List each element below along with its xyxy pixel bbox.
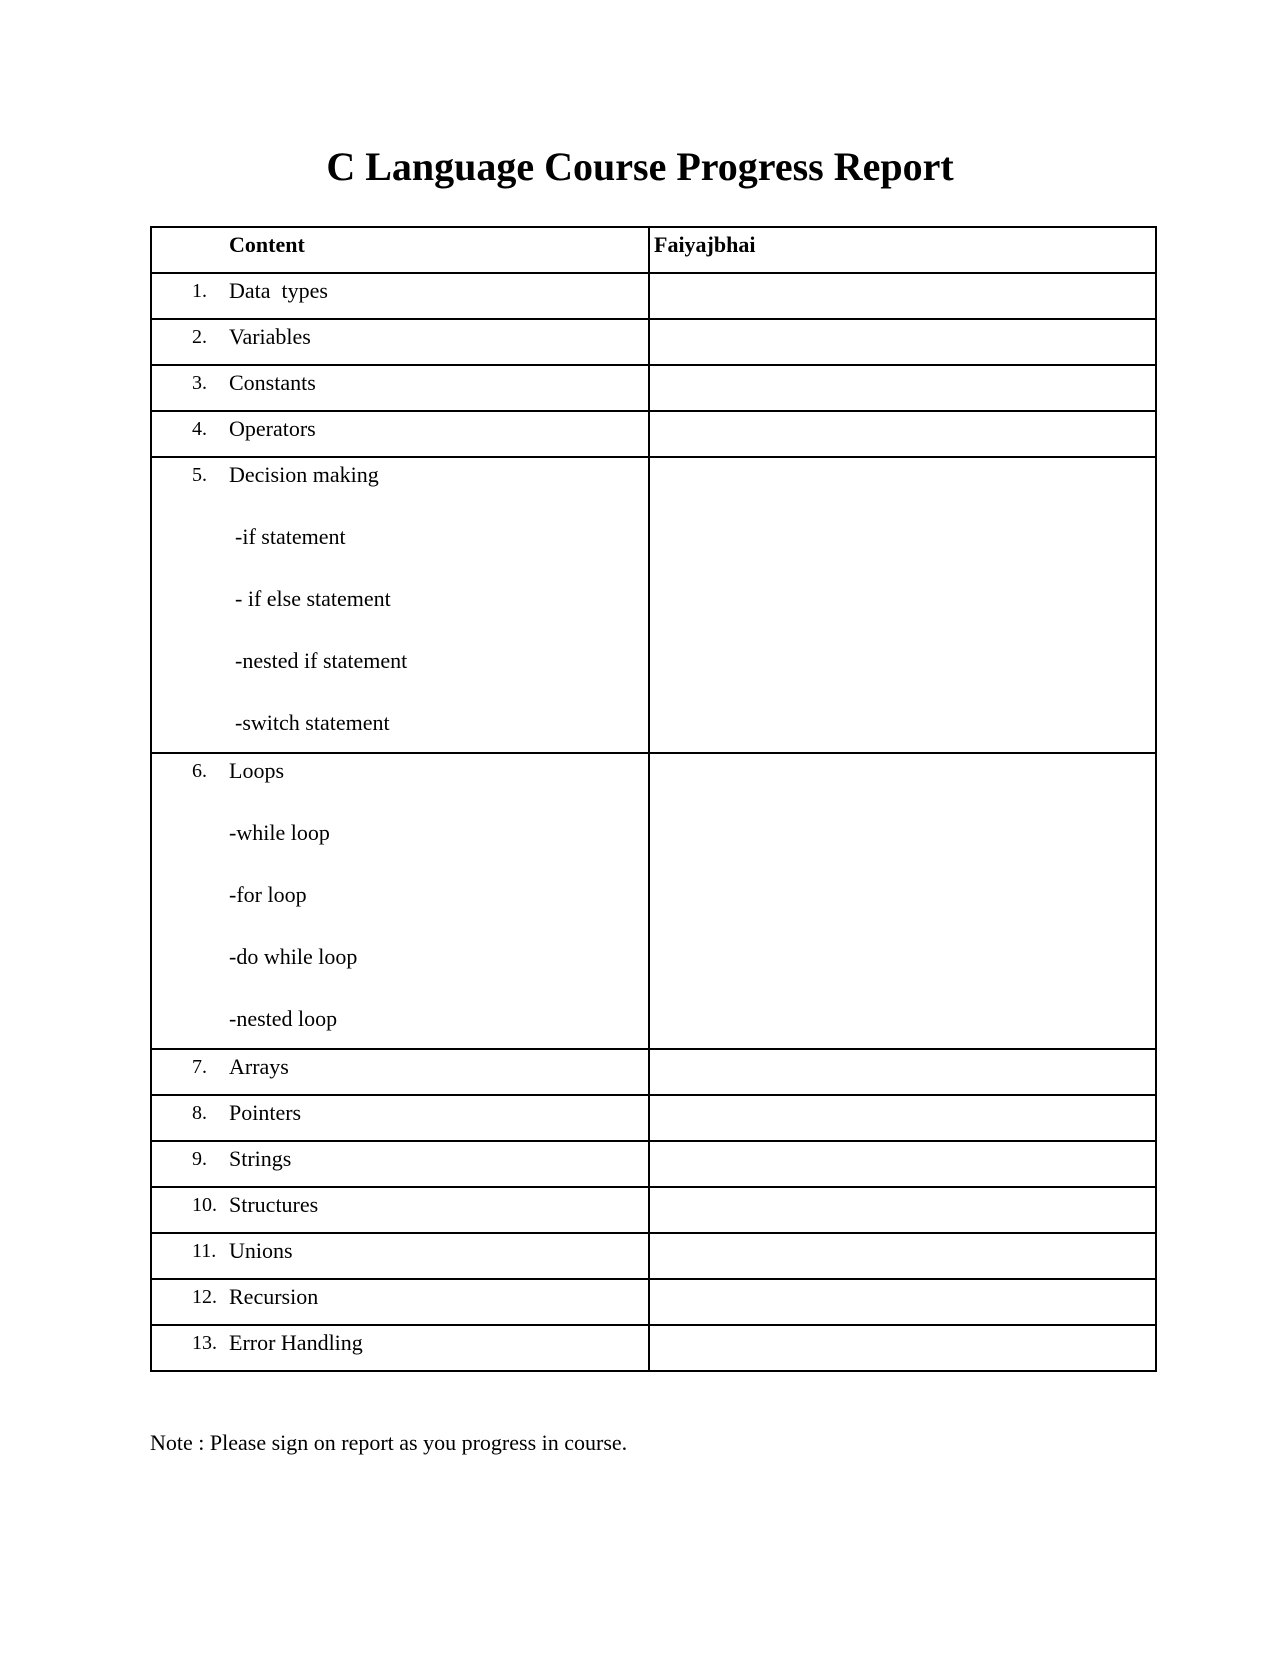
- item-label: Structures: [229, 1192, 319, 1217]
- table-row: [151, 319, 1156, 365]
- item-number: 7.: [192, 1056, 207, 1078]
- item-number: 9.: [192, 1148, 207, 1170]
- signature-cell[interactable]: [649, 1049, 1156, 1095]
- signature-cell[interactable]: [649, 273, 1156, 319]
- content-cell: [151, 1049, 649, 1095]
- item-label: Operators: [229, 416, 316, 441]
- item-label: Constants: [229, 370, 316, 395]
- item-number: 8.: [192, 1102, 207, 1124]
- table-row: [151, 411, 1156, 457]
- item-number: 10.: [192, 1194, 217, 1216]
- content-cell: [151, 1095, 649, 1141]
- table-row: [151, 1233, 1156, 1279]
- page-title: C Language Course Progress Report: [326, 144, 954, 189]
- item-label: Unions: [229, 1238, 293, 1263]
- item-number: 1.: [192, 280, 207, 302]
- sub-item: -do while loop: [229, 944, 358, 969]
- content-cell: [151, 319, 649, 365]
- signature-cell[interactable]: [649, 457, 1156, 753]
- signature-cell[interactable]: [649, 1279, 1156, 1325]
- item-number: 5.: [192, 464, 207, 486]
- signature-cell[interactable]: [649, 1233, 1156, 1279]
- item-label: Strings: [229, 1146, 292, 1171]
- signature-cell[interactable]: [649, 1325, 1156, 1371]
- signature-cell[interactable]: [649, 1141, 1156, 1187]
- content-cell: [151, 1279, 649, 1325]
- content-cell: [151, 753, 649, 1049]
- header-student: Faiyajbhai: [649, 227, 1156, 273]
- table-row: [151, 273, 1156, 319]
- item-number: 11.: [192, 1240, 217, 1262]
- item-label: Arrays: [229, 1054, 289, 1079]
- signature-cell[interactable]: [649, 1187, 1156, 1233]
- sub-item: -while loop: [229, 820, 330, 845]
- item-label: Recursion: [229, 1284, 319, 1309]
- table-row: [151, 1049, 1156, 1095]
- table-row: [151, 1141, 1156, 1187]
- item-number: 3.: [192, 372, 207, 394]
- table-header-row: [151, 227, 1156, 273]
- item-label: Decision making: [229, 462, 379, 487]
- table-row: [151, 1095, 1156, 1141]
- content-cell: [151, 1233, 649, 1279]
- item-label: Pointers: [229, 1100, 302, 1125]
- table-row: [151, 1279, 1156, 1325]
- sub-item: -nested loop: [229, 1006, 338, 1031]
- item-label: Data types: [229, 278, 328, 303]
- table-row: [151, 457, 1156, 753]
- sub-item: -nested if statement: [235, 648, 408, 673]
- item-label: Error Handling: [229, 1330, 363, 1355]
- content-cell: [151, 365, 649, 411]
- content-cell: [151, 1141, 649, 1187]
- table-row: [151, 1325, 1156, 1371]
- item-number: 12.: [192, 1286, 217, 1308]
- sub-item: -switch statement: [235, 710, 390, 735]
- content-cell: [151, 273, 649, 319]
- item-label: Variables: [229, 324, 311, 349]
- content-cell: [151, 457, 649, 753]
- signature-cell[interactable]: [649, 365, 1156, 411]
- content-cell: [151, 1187, 649, 1233]
- progress-table: [150, 226, 1157, 1372]
- signature-cell[interactable]: [649, 319, 1156, 365]
- table-row: [151, 365, 1156, 411]
- item-number: 4.: [192, 418, 207, 440]
- signature-cell[interactable]: [649, 1095, 1156, 1141]
- sub-item: -for loop: [229, 882, 307, 907]
- header-content: Content: [151, 227, 649, 273]
- table-row: [151, 753, 1156, 1049]
- item-label: Loops: [229, 758, 284, 783]
- signature-cell[interactable]: [649, 411, 1156, 457]
- content-cell: [151, 411, 649, 457]
- table-row: [151, 1187, 1156, 1233]
- item-number: 13.: [192, 1332, 217, 1354]
- sub-item: - if else statement: [235, 586, 391, 611]
- content-cell: [151, 1325, 649, 1371]
- item-number: 6.: [192, 760, 207, 782]
- footer-note: Note : Please sign on report as you progress in course.: [150, 1430, 628, 1455]
- sub-item: -if statement: [235, 524, 346, 549]
- item-number: 2.: [192, 326, 207, 348]
- signature-cell[interactable]: [649, 753, 1156, 1049]
